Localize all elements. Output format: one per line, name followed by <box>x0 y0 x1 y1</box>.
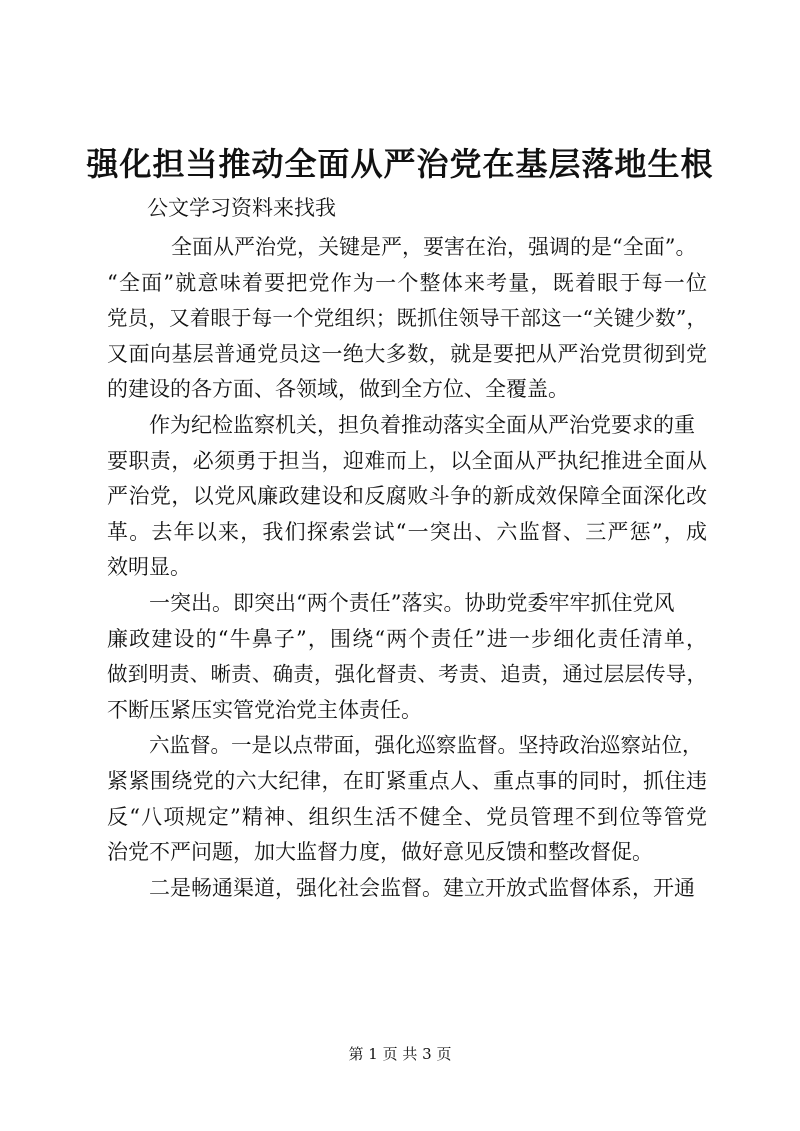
paragraph-line: 效明显。 <box>107 555 191 580</box>
paragraph-line: 党员，又着眼于每一个党组织；既抓住领导干部这一“关键少数”， <box>107 306 707 331</box>
paragraph-4 <box>107 728 707 870</box>
paragraph-line: 不断压紧压实管党治党主体责任。 <box>107 697 422 722</box>
paragraph-line: 严治党，以党风廉政建设和反腐败斗争的新成效保障全面深化改 <box>107 484 707 509</box>
paragraph-line: 紧紧围绕党的六大纪律，在盯紧重点人、重点事的同时，抓住违 <box>107 768 707 793</box>
paragraph-line: 六监督。一是以点带面，强化巡察监督。坚持政治巡察站位， <box>149 733 703 758</box>
page-footer: 第 1 页 共 3 页 <box>348 1045 452 1063</box>
paragraph-5 <box>107 871 707 907</box>
document-title: 强化担当推动全面从严治党在基层落地生根 <box>86 145 714 183</box>
paragraph-line: 作为纪检监察机关，担负着推动落实全面从严治党要求的重 <box>149 412 695 437</box>
paragraph-line: 做到明责、晰责、确责，强化督责、考责、追责，通过层层传导， <box>107 662 707 687</box>
document-subtitle: 公文学习资料来找我 <box>147 196 336 220</box>
paragraph-line: “全面”就意味着要把党作为一个整体来考量，既着眼于每一位 <box>107 270 707 295</box>
paragraph-line: 的建设的各方面、各领域，做到全方位、全覆盖。 <box>107 377 569 402</box>
paragraph-line: 革。去年以来，我们探索尝试“一突出、六监督、三严惩”，成 <box>107 519 707 544</box>
paragraph-line: 治党不严问题，加大监督力度，做好意见反馈和整改督促。 <box>107 840 653 865</box>
paragraph-3 <box>107 586 707 728</box>
paragraph-line: 全面从严治党，关键是严，要害在治，强调的是“全面”。 <box>171 235 697 259</box>
paragraph-line: 一突出。即突出“两个责任”落实。协助党委牢牢抓住党风 <box>149 590 675 615</box>
paragraph-2 <box>107 408 707 586</box>
paragraph-line: 又面向基层普通党员这一绝大多数，就是要把从严治党贯彻到党 <box>107 341 707 366</box>
paragraph-line: 要职责，必须勇于担当，迎难而上，以全面从严执纪推进全面从 <box>107 448 707 473</box>
paragraph-1 <box>107 230 707 408</box>
paragraph-line: 廉政建设的“牛鼻子”，围绕“两个责任”进一步细化责任清单， <box>107 626 707 651</box>
paragraph-line: 二是畅通渠道，强化社会监督。建立开放式监督体系，开通 <box>149 875 695 900</box>
document-body <box>107 230 707 906</box>
paragraph-line: 反“八项规定”精神、组织生活不健全、党员管理不到位等管党 <box>107 804 707 829</box>
